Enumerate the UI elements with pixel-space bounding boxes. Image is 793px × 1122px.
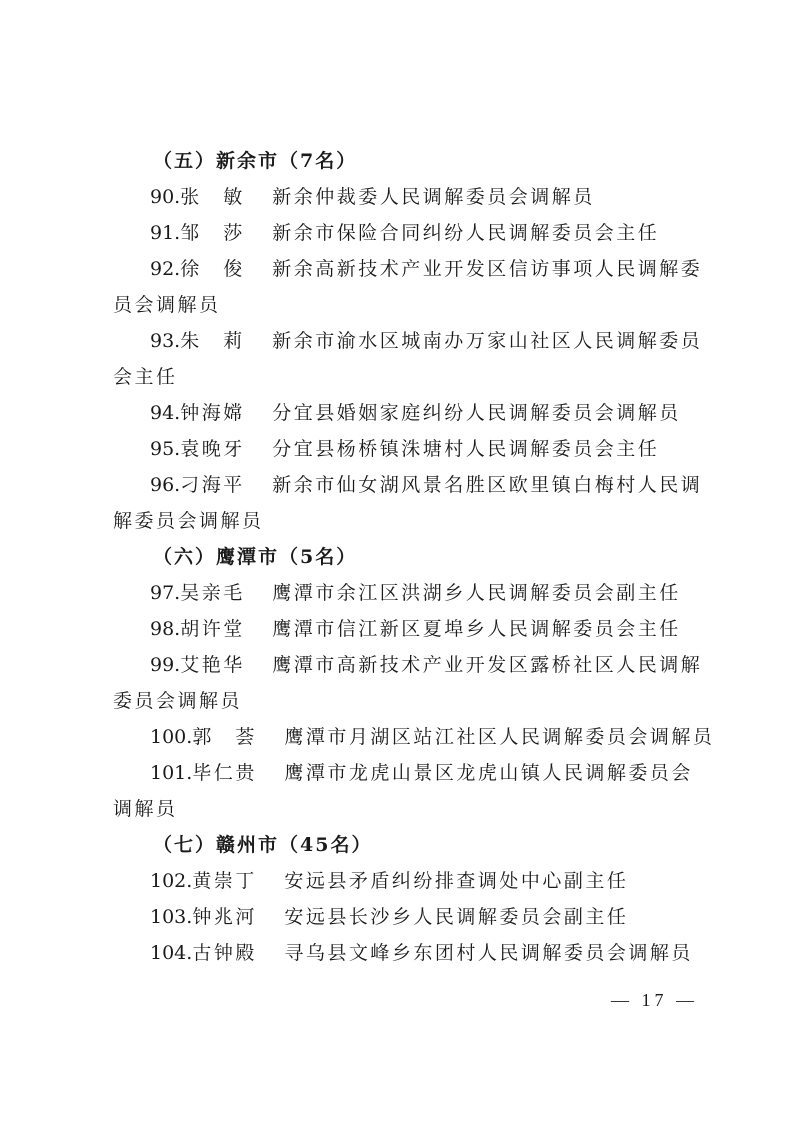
entry-number: 95. xyxy=(150,438,181,460)
entry-name: 古钟殿 xyxy=(192,942,257,964)
entry-continuation: 会主任 xyxy=(113,366,178,388)
page-number: — 17 — xyxy=(611,990,698,1010)
entry-name: 朱 莉 xyxy=(180,330,245,352)
entry-title: 鹰潭市高新技术产业开发区露桥社区人民调解 xyxy=(272,654,703,676)
list-item xyxy=(113,395,703,431)
entry-name: 艾艳华 xyxy=(180,654,245,676)
entry-number: 102. xyxy=(150,870,193,892)
entry-continuation: 解委员会调解员 xyxy=(113,510,264,532)
list-item xyxy=(113,719,715,755)
list-item xyxy=(113,575,703,611)
entry-number: 101. xyxy=(150,762,193,784)
list-item xyxy=(113,431,703,467)
entry-name: 钟海嫦 xyxy=(180,402,245,424)
list-item xyxy=(113,215,703,251)
entry-name: 郭 荟 xyxy=(192,726,257,748)
entry-number: 94. xyxy=(150,402,181,424)
entry-name: 张 敏 xyxy=(180,186,245,208)
document-body xyxy=(113,143,715,971)
entry-continuation: 员会调解员 xyxy=(113,294,221,316)
list-item xyxy=(113,755,703,791)
entry-name: 黄崇丁 xyxy=(192,870,257,892)
entry-title: 新余仲裁委人民调解委员会调解员 xyxy=(272,186,595,208)
entry-name: 吴亲毛 xyxy=(180,582,245,604)
entry-title: 鹰潭市信江新区夏埠乡人民调解委员会主任 xyxy=(272,618,681,640)
list-item xyxy=(113,647,703,683)
list-item xyxy=(113,863,703,899)
list-item xyxy=(113,467,703,503)
entry-title: 鹰潭市余江区洪湖乡人民调解委员会副主任 xyxy=(272,582,681,604)
entry-title: 鹰潭市龙虎山景区龙虎山镇人民调解委员会 xyxy=(284,762,693,784)
entry-title: 分宜县婚姻家庭纠纷人民调解委员会调解员 xyxy=(272,402,681,424)
entry-number: 103. xyxy=(150,906,193,928)
entry-name: 袁晚牙 xyxy=(180,438,245,460)
entry-name: 邹 莎 xyxy=(180,222,245,244)
entry-name: 毕仁贵 xyxy=(192,762,257,784)
entry-number: 98. xyxy=(150,618,181,640)
section-heading-xinyu: （五）新余市（7名） xyxy=(153,150,358,172)
entry-continuation: 调解员 xyxy=(113,798,178,820)
section-heading-ganzhou: （七）赣州市（45名） xyxy=(153,834,373,856)
entry-title: 寻乌县文峰乡东团村人民调解委员会调解员 xyxy=(284,942,693,964)
section-heading-yingtan: （六）鹰潭市（5名） xyxy=(153,546,358,568)
entry-number: 93. xyxy=(150,330,181,352)
entry-number: 104. xyxy=(150,942,193,964)
entry-title: 鹰潭市月湖区站江社区人民调解委员会调解员 xyxy=(284,726,715,748)
entry-number: 96. xyxy=(150,474,181,496)
entry-name: 刁海平 xyxy=(180,474,245,496)
entry-number: 90. xyxy=(150,186,181,208)
entry-number: 91. xyxy=(150,222,181,244)
entry-title: 新余市渝水区城南办万家山社区人民调解委员 xyxy=(272,330,703,352)
entry-title: 分宜县杨桥镇洙塘村人民调解委员会主任 xyxy=(272,438,660,460)
entry-title: 安远县矛盾纠纷排查调处中心副主任 xyxy=(284,870,629,892)
list-item xyxy=(113,179,703,215)
entry-title: 新余高新技术产业开发区信访事项人民调解委 xyxy=(272,258,703,280)
entry-number: 100. xyxy=(150,726,193,748)
entry-number: 97. xyxy=(150,582,181,604)
entry-name: 钟兆河 xyxy=(192,906,257,928)
list-item xyxy=(113,611,703,647)
list-item xyxy=(113,935,703,971)
entry-continuation: 委员会调解员 xyxy=(113,690,243,712)
entry-title: 新余市仙女湖风景名胜区欧里镇白梅村人民调 xyxy=(272,474,703,496)
entry-title: 新余市保险合同纠纷人民调解委员会主任 xyxy=(272,222,660,244)
list-item xyxy=(113,251,703,287)
list-item xyxy=(113,899,703,935)
entry-name: 徐 俊 xyxy=(180,258,245,280)
entry-name: 胡许堂 xyxy=(180,618,245,640)
list-item xyxy=(113,323,703,359)
entry-number: 92. xyxy=(150,258,181,280)
entry-title: 安远县长沙乡人民调解委员会副主任 xyxy=(284,906,629,928)
entry-number: 99. xyxy=(150,654,181,676)
